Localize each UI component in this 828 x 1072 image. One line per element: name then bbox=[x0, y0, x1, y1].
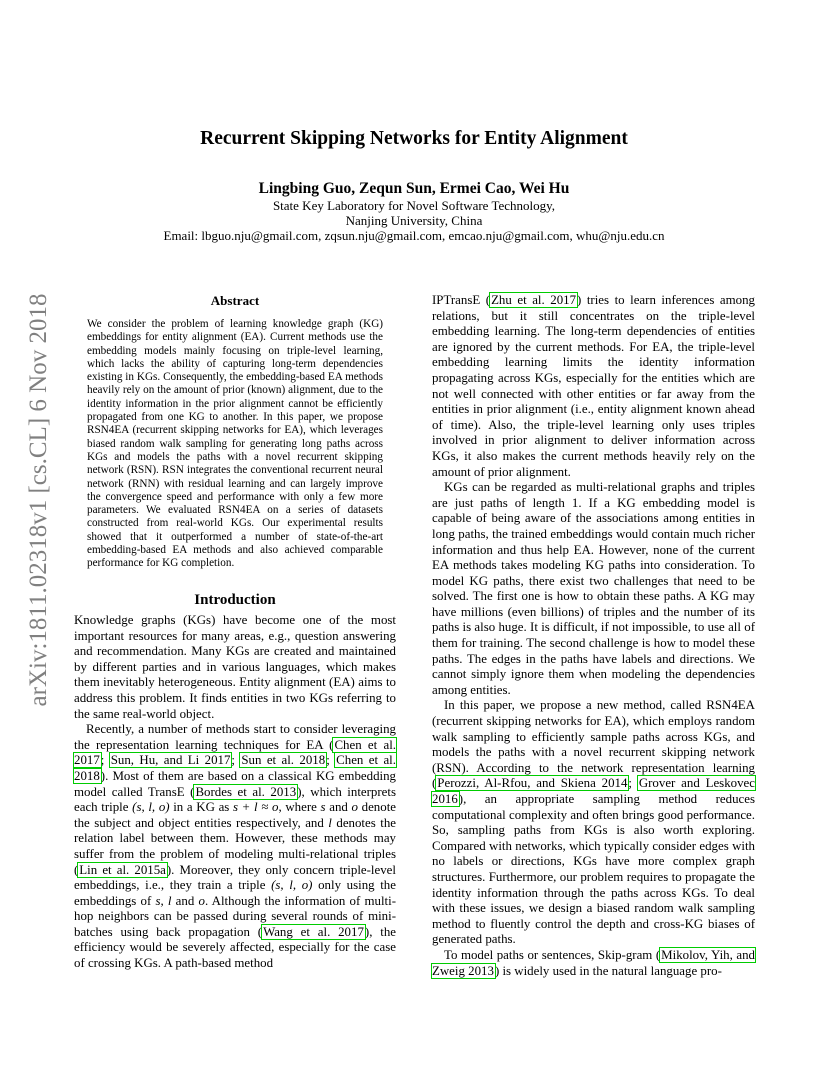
citation-link[interactable]: Sun, Hu, and Li 2017 bbox=[110, 753, 231, 768]
arxiv-identifier: arXiv:1811.02318v1 [cs.CL] 6 Nov 2018 bbox=[25, 293, 52, 707]
affiliation-line-1: State Key Laboratory for Novel Software Technology, bbox=[272, 198, 556, 213]
text-run: ) is widely used in the natural language pro- bbox=[494, 963, 722, 978]
text-run: ). Moreover, they only concern triple-level embeddings, i.e., they train a triple bbox=[74, 862, 396, 893]
text-run: ) tries to learn inferences among relations, but it still concentrates on the triple-level embedding learning. The long-term dependencies of entities are ignored by the current methods. For EA, the triple-level embedding learning limits the identity information propagating across KGs, especially for the entities which are not well connected with other entities or far away from the entities in prior alignment (i.e., entity alignment known ahead of time). Also, the triple-level learning only uses triples involved in prior alignment to deliver information across KGs, it also makes the current methods heavily rely on the amount of prior alignment. bbox=[432, 293, 756, 479]
math-expression: l bbox=[328, 815, 332, 830]
math-expression: o bbox=[198, 893, 205, 908]
text-run: ), the efficiency would be severely affected, especially for the case of crossing KGs. A path-based method bbox=[74, 924, 396, 971]
text-run: ; bbox=[326, 753, 336, 768]
citation-link[interactable]: Sun et al. 2018 bbox=[241, 753, 326, 768]
text-run: in a KG as bbox=[169, 800, 233, 815]
text-run: and bbox=[171, 893, 199, 908]
text-run: ; bbox=[231, 753, 241, 768]
citation-link[interactable]: Lin et al. 2015a bbox=[79, 862, 166, 877]
citation-link[interactable]: Perozzi, Al-Rfou, and Skiena 2014 bbox=[437, 776, 628, 791]
affiliation-emails: Email: lbguo.nju@gmail.com, zqsun.nju@gmail.com, emcao.nju@gmail.com, whu@nju.edu.cn bbox=[163, 228, 665, 243]
text-run: , where bbox=[278, 800, 321, 815]
intro-paragraph-2 bbox=[74, 722, 396, 972]
text-run: only using the embeddings of bbox=[74, 878, 396, 908]
citation-link[interactable]: Grover and Leskovec 2016 bbox=[432, 776, 755, 806]
citation-link[interactable]: Bordes et al. 2013 bbox=[195, 784, 297, 799]
citation-link[interactable]: Mikolov, Yih, and Zweig 2013 bbox=[432, 947, 756, 978]
text-run: . Although the information of multi-hop neighbors can be passed during several rounds of mini-batches using back propagation ( bbox=[74, 893, 396, 939]
introduction-heading: Introduction bbox=[194, 592, 276, 608]
text-run: In this paper, we propose a new method, called RSN4EA (recurrent skipping networks for EA), which employs random walk sampling to efficiently sample paths across KGs, and models the paths with a novel recurrent skipping network (RSN). According to the network representation learning ( bbox=[432, 698, 755, 791]
right-column-body bbox=[432, 293, 755, 979]
intro-paragraph-6 bbox=[432, 948, 755, 979]
author-list: Lingbing Guo, Zequn Sun, Ermei Cao, Wei Hu bbox=[258, 180, 570, 197]
citation-link[interactable]: Chen et al. 2018 bbox=[74, 753, 396, 783]
text-run: ), an appropriate sampling method reduces computational complexity and often brings good performance. So, sampling paths from KGs is also worth exploring. Compared with networks, which typically consider edges with no labels or directions, KGs have more complex graph structures. Furthermore, our problem requires to propagate the identity information through the paths across KGs. To deal with these issues, we design a biased random walk sampling method to fluently control the depth and cross-KG biases of generated paths. bbox=[432, 792, 755, 947]
math-expression: (s, l, o) bbox=[132, 800, 170, 815]
text-run: and bbox=[325, 800, 352, 815]
intro-paragraph-4: KGs can be regarded as multi-relational graphs and triples are just paths of length 1. If a KG embedding model is capable of being aware of the associations among entities in long paths, the trained embeddings would contain much richer information and thus help EA. However, none of the current EA methods takes modeling KG paths into consideration. To model KG paths, there exist two challenges that need to be solved. The first one is how to obtain these paths. A KG may have millions (even billions) of triples and the number of its paths is also huge. It is difficult, if not impossible, to use all of them for training. The second challenge is how to model these paths. The edges in the paths have labels and directions. We cannot simply ignore them when modeling the dependencies among entities. bbox=[432, 480, 755, 697]
intro-paragraph-5 bbox=[432, 698, 755, 948]
math-expression: o bbox=[351, 800, 358, 815]
text-run: ; bbox=[100, 753, 110, 768]
paper-title: Recurrent Skipping Networks for Entity Alignment bbox=[200, 128, 628, 149]
intro-paragraph-3 bbox=[432, 293, 755, 480]
math-expression: s bbox=[320, 800, 326, 815]
left-column-body bbox=[74, 613, 396, 972]
text-run: Recently, a number of methods start to consider leveraging the representation learning techniques for EA ( bbox=[74, 722, 396, 752]
citation-link[interactable]: Chen et al. 2017 bbox=[74, 737, 396, 768]
citation-link[interactable]: Zhu et al. 2017 bbox=[491, 293, 577, 307]
text-run: denotes the relation label between them. However, these methods may suffer from the problem of modeling multi-relational triples ( bbox=[74, 815, 396, 877]
intro-paragraph-1: Knowledge graphs (KGs) have become one of the most important resources for many areas, e.g., question answering and recommendation. Many KGs are created and maintained by different parties and in various languages, which makes them inevitably heterogeneous. Entity alignment (EA) aims to address this problem. It finds entities in two KGs referring to the same real-world object. bbox=[74, 613, 396, 721]
arxiv-sidebar-stamp bbox=[20, 290, 58, 710]
math-expression: (s, l, o) bbox=[271, 878, 313, 893]
math-expression: s + l ≈ o bbox=[233, 800, 279, 815]
affiliation-line-2: Nanjing University, China bbox=[345, 213, 483, 228]
text-run: ). Most of them are based on a classical KG embedding model called TransE ( bbox=[74, 768, 396, 799]
text-run: denote the subject and object entities respectively, and bbox=[74, 800, 396, 830]
text-run: ), which interprets each triple bbox=[74, 784, 396, 815]
abstract-heading: Abstract bbox=[210, 293, 260, 308]
text-run: To model paths or sentences, Skip-gram ( bbox=[444, 947, 661, 962]
text-run: ; bbox=[628, 776, 638, 791]
citation-link[interactable]: Wang et al. 2017 bbox=[263, 924, 364, 939]
abstract-text: We consider the problem of learning knowledge graph (KG) embeddings for entity alignment (EA). Current methods use the embedding models mainly focusing on triple-level learning, which lacks the ability of capturing long-term dependencies existing in KGs. Consequently, the embedding-based EA methods heavily rely on the amount of prior (known) alignment, due to the identity information in the prior alignment cannot be efficiently propagated from one KG to another. In this paper, we propose RSN4EA (recurrent skipping networks for EA), which leverages biased random walk sampling for generating long paths across KGs and models the paths with a novel recurrent skipping network (RSN). RSN integrates the conventional recurrent neural network (RNN) with residual learning and can largely improve the convergence speed and performance with only a few more parameters. We evaluated RSN4EA on a series of datasets constructed from real-world KGs. Our experimental results showed that it outperformed a number of state-of-the-art embedding-based EA methods and also achieved comparable performance for KG completion. bbox=[87, 318, 383, 570]
text-run: IPTransE ( bbox=[432, 293, 491, 307]
math-expression: s, l bbox=[155, 893, 172, 908]
